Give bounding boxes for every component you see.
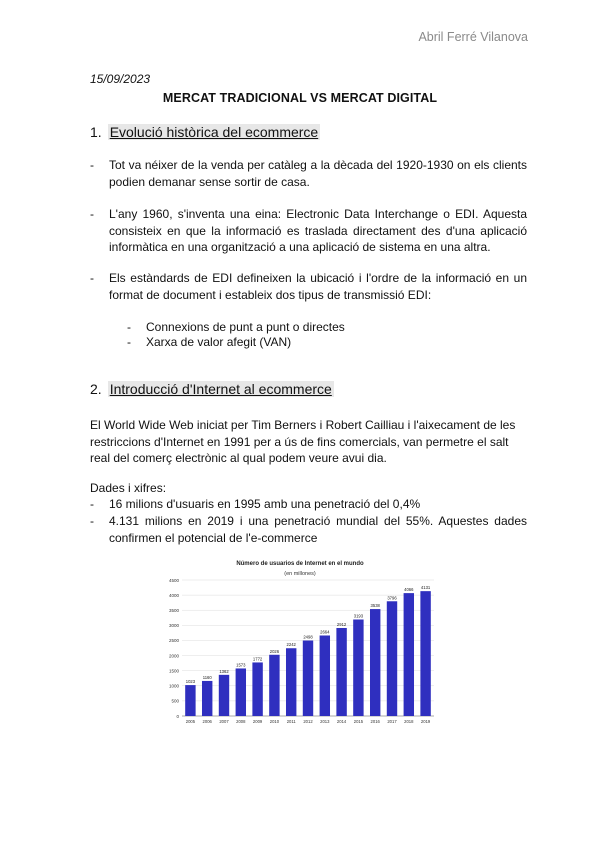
internet-users-chart	[160, 556, 440, 726]
chart-svg	[160, 556, 440, 726]
x-tick-label: 2006	[202, 719, 212, 724]
y-tick-label: 4000	[168, 592, 179, 598]
section-2-heading	[90, 381, 334, 397]
x-tick-label: 2017	[387, 719, 397, 724]
y-tick-label: 2000	[168, 653, 179, 659]
x-tick-label: 2015	[353, 719, 364, 724]
chart-subtitle: (en millones)	[284, 571, 316, 577]
list-dash: -	[127, 335, 131, 349]
list-dash: -	[127, 320, 131, 334]
list-item: Tot va néixer de la venda per catàleg a la dècada del 1920-1930 on els clients podien demanar sense sortir de casa.	[109, 158, 527, 189]
x-tick-label: 2008	[236, 719, 246, 724]
list-item: Els estàndards de EDI defineixen la ubicació i l'ordre de la informació en un format de document i estableix dos tipus de transmissió EDI:	[109, 271, 527, 302]
sub-list-item: Xarxa de valor afegit (VAN)	[146, 335, 292, 349]
list-dash: -	[90, 271, 94, 285]
bar-value-label: 2242	[286, 642, 296, 648]
bar	[269, 655, 279, 716]
x-tick-label: 2010	[269, 719, 280, 724]
bar-value-label: 2498	[303, 634, 313, 640]
x-tick-label: 2005	[185, 719, 196, 724]
bar	[236, 668, 246, 716]
bar	[420, 591, 430, 716]
y-tick-label: 4500	[168, 577, 179, 583]
bar	[353, 620, 363, 716]
bar	[303, 641, 313, 716]
x-axis	[186, 719, 431, 724]
bar-value-label: 1772	[252, 656, 263, 662]
bar	[252, 662, 262, 716]
y-tick-label: 2500	[168, 638, 179, 644]
section-2-paragraph: El World Wide Web iniciat per Tim Berners i Robert Cailliau i l'aixecament de les restriccions d'Internet en 1991 per a ús de fins comercials, van permetre el salt real del comerç electrònic al qual podem veure avui dia.	[90, 418, 516, 465]
author-name: Abril Ferré Vilanova	[418, 30, 528, 44]
x-tick-label: 2014	[336, 719, 347, 724]
bar-value-label: 4131	[420, 585, 431, 591]
list-dash: -	[90, 158, 94, 172]
chart-title: Número de usuarios de Internet en el mundo	[236, 561, 364, 567]
section-1-heading	[90, 124, 320, 140]
y-tick-label: 500	[171, 698, 179, 704]
bar-value-label: 4066	[404, 587, 414, 593]
x-tick-label: 2007	[219, 719, 229, 724]
y-tick-label: 0	[176, 713, 179, 719]
x-tick-label: 2011	[286, 719, 296, 724]
section-2-title: Introducció d'Internet al ecommerce	[109, 381, 332, 397]
bar-value-label: 2026	[269, 648, 280, 654]
bar-value-label: 1023	[185, 679, 196, 685]
data-item: 4.131 milions en 2019 i una penetració mundial del 55%. Aquestes dades confirmen el potencial de l'e-commerce	[109, 514, 527, 545]
document-title: MERCAT TRADICIONAL VS MERCAT DIGITAL	[162, 91, 438, 105]
bar-value-label: 3193	[353, 613, 364, 619]
bar-value-label: 2664	[320, 629, 330, 635]
section-1-title: Evolució històrica del ecommerce	[109, 124, 319, 140]
list-dash: -	[90, 497, 94, 511]
bar-value-label: 1362	[219, 668, 229, 674]
section-2-number: 2.	[90, 381, 102, 397]
x-tick-label: 2013	[320, 719, 330, 724]
bar	[404, 593, 414, 716]
bar	[336, 628, 346, 716]
document-date: 15/09/2023	[90, 72, 151, 86]
x-tick-label: 2018	[404, 719, 414, 724]
x-tick-label: 2016	[370, 719, 380, 724]
bar-value-label: 1573	[236, 662, 246, 668]
bar	[320, 635, 330, 716]
y-tick-label: 3500	[168, 608, 179, 614]
bar	[286, 648, 296, 716]
sub-list-item: Connexions de punt a punt o directes	[146, 320, 345, 334]
list-dash: -	[90, 207, 94, 221]
y-tick-label: 1500	[168, 668, 179, 674]
bars	[185, 591, 431, 716]
list-dash: -	[90, 514, 94, 528]
bar	[219, 675, 229, 716]
x-tick-label: 2019	[420, 719, 431, 724]
bar-value-label: 2912	[336, 621, 347, 627]
list-item: L'any 1960, s'inventa una eina: Electronic Data Interchange o EDI. Aquesta consisteix en que la informació es traslada directament des d'una aplicació informàtica en una organització a una aplicació de sistema en una altra.	[109, 207, 527, 254]
data-item: 16 milions d'usuaris en 1995 amb una penetració del 0,4%	[109, 497, 421, 511]
bar-value-label: 3796	[387, 595, 397, 601]
bar	[370, 609, 380, 716]
bar	[185, 685, 195, 716]
y-tick-label: 1000	[168, 683, 179, 689]
y-tick-label: 3000	[168, 623, 179, 629]
bar	[387, 601, 397, 716]
data-heading: Dades i xifres:	[90, 481, 167, 495]
x-tick-label: 2012	[303, 719, 313, 724]
x-tick-label: 2009	[252, 719, 263, 724]
bar-value-label: 1160	[202, 674, 212, 680]
y-axis	[169, 578, 180, 719]
bar-value-label: 3538	[370, 603, 380, 609]
section-1-number: 1.	[90, 124, 102, 140]
bar	[202, 681, 212, 716]
